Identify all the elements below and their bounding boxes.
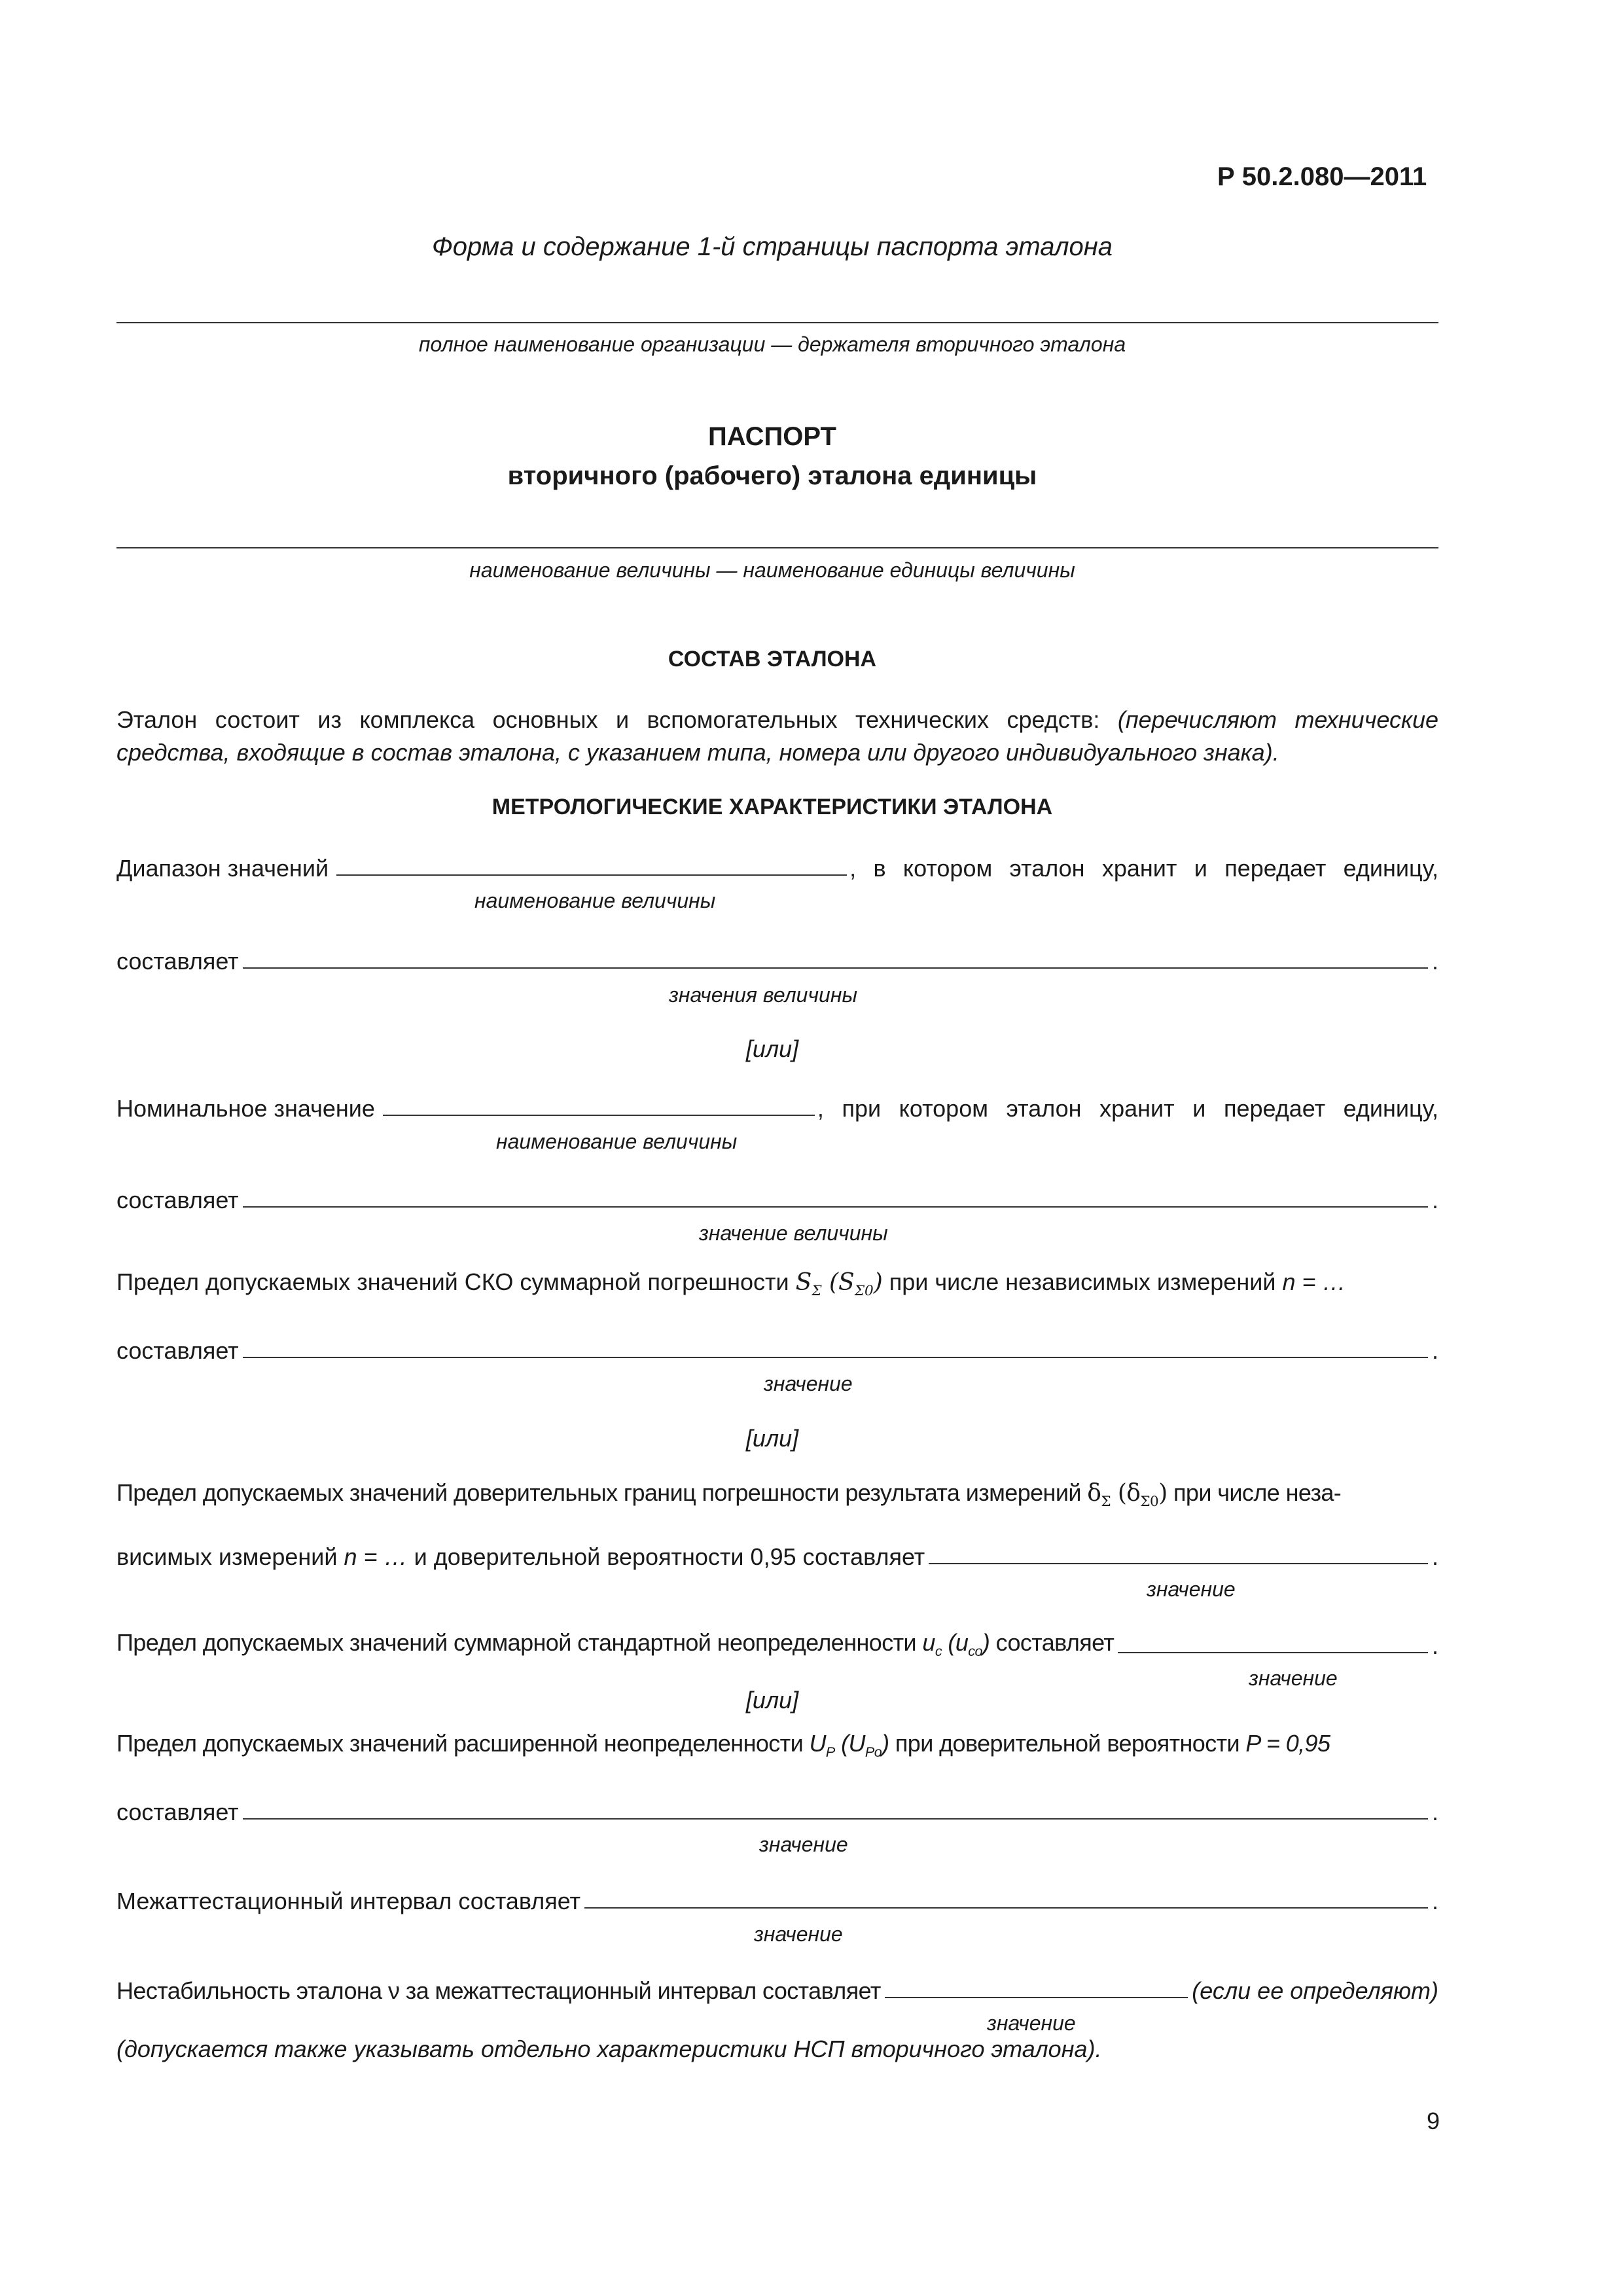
nominal-label: Номинальное значение <box>116 1095 375 1122</box>
exp-text: Предел допускаемых значений расширенной неопределенности $U_P$ $(U_{Po})$ при доверительной вероятности P = 0,95 <box>116 1729 1330 1760</box>
range-amount-blank <box>243 967 1428 969</box>
exp-amount-label: составляет <box>116 1799 239 1825</box>
interval-label: Межаттестационный интервал составляет <box>116 1888 581 1914</box>
quantity-caption: наименование величины — наименование единицы величины <box>469 558 1075 582</box>
document-code: Р 50.2.080—2011 <box>1217 162 1427 191</box>
nominal-amount-blank <box>243 1206 1428 1208</box>
conf-text: Предел допускаемых значений доверительных границ погрешности результата измерений $\delta_\Sigma$ $(\delta_{\Sigma 0})$ при числе неза- <box>116 1479 1342 1510</box>
or-separator-1: [или] <box>745 1035 799 1062</box>
std-value-caption: значение <box>1249 1666 1338 1690</box>
instab-row <box>116 1972 1438 2005</box>
instab-label: Нестабильность эталона ν за межаттестационный интервал составляет <box>116 1977 881 2004</box>
nominal-row <box>116 1090 1438 1122</box>
note-text: (допускается также указывать отдельно характеристики НСП вторичного эталона). <box>116 2036 1102 2062</box>
std-symbol: $u_c$ $(u_{co})$ <box>922 1628 990 1659</box>
std-row: Предел допускаемых значений суммарной стандартной неопределенности $u_c$ $(u_{co})$ составляет . <box>116 1628 1438 1659</box>
org-name-line <box>116 322 1438 323</box>
composition-text: Эталон состоит из комплекса основных и вспомогательных технических средств: <box>116 706 1118 733</box>
exp-row <box>116 1728 1438 1761</box>
range-row <box>116 850 1438 882</box>
conf-row-2: висимых измерений n = … и доверительной вероятности 0,95 составляет . <box>116 1543 1438 1570</box>
instab-value-caption: значение <box>987 2011 1076 2035</box>
composition-paragraph <box>116 704 1438 769</box>
range-amount-label: составляет <box>116 948 239 975</box>
instab-blank <box>885 1996 1188 1998</box>
or-separator-3: [или] <box>745 1687 799 1713</box>
range-label: Диапазон значений <box>116 855 329 882</box>
nominal-caption: наименование величины <box>496 1130 738 1153</box>
sko-row <box>116 1266 1438 1299</box>
interval-value-caption: значение <box>754 1922 843 1946</box>
sko-amount-blank <box>243 1356 1428 1358</box>
exp-value-caption: значение <box>759 1833 848 1856</box>
sko-text: Предел допускаемых значений СКО суммарной погрешности $S_\Sigma$ $(S_{\Sigma 0})$ при числе независимых измерений n = … <box>116 1268 1346 1299</box>
nominal-amount-label: составляет <box>116 1187 239 1213</box>
range-blank <box>336 874 847 876</box>
interval-row: Межаттестационный интервал составляет . <box>116 1888 1438 1914</box>
p-eq: P = 0,95 <box>1245 1729 1330 1757</box>
interval-blank <box>584 1907 1428 1909</box>
range-caption: наименование величины <box>474 889 716 912</box>
conf-symbol: $\delta_\Sigma$ $(\delta_{\Sigma 0})$ <box>1087 1479 1168 1510</box>
sko-amount-label: составляет <box>116 1337 239 1364</box>
composition-italic: (перечисляют технические средства, входящие в состав эталона, с указанием типа, номера или другого индивидуального знака). <box>116 706 1438 766</box>
passport-title: ПАСПОРТ <box>708 422 836 451</box>
range-values-caption: значения величины <box>669 983 857 1007</box>
conf-row <box>116 1477 1438 1510</box>
sko-symbol: $S_\Sigma$ $(S_{\Sigma 0})$ <box>795 1268 883 1299</box>
nominal-amount-row: составляет . <box>116 1187 1438 1213</box>
conf-blank <box>929 1562 1428 1564</box>
instab-tail: (если ее определяют) <box>1192 1977 1438 2004</box>
exp-symbol: $U_P$ $(U_{Po})$ <box>809 1729 889 1760</box>
sko-amount-row: составляет . <box>116 1337 1438 1364</box>
conf-text-2: висимых измерений n = … и доверительной вероятности 0,95 составляет <box>116 1543 925 1570</box>
exp-amount-blank <box>243 1818 1428 1820</box>
org-caption: полное наименование организации — держателя вторичного эталона <box>418 332 1126 356</box>
exp-amount-row: составляет . <box>116 1799 1438 1825</box>
std-text: Предел допускаемых значений суммарной стандартной неопределенности $u_c$ $(u_{co})$ составляет <box>116 1628 1115 1659</box>
page-number: 9 <box>1427 2108 1440 2134</box>
range-amount-row: составляет . <box>116 948 1438 975</box>
conf-value-caption: значение <box>1147 1577 1236 1601</box>
range-tail: , в котором эталон хранит и передает единицу, <box>849 855 1438 882</box>
nominal-value-caption: значение величины <box>699 1221 888 1245</box>
std-blank <box>1118 1651 1428 1653</box>
quantity-line <box>116 547 1438 548</box>
form-subtitle: Форма и содержание 1-й страницы паспорта эталона <box>431 232 1113 261</box>
metrology-heading: МЕТРОЛОГИЧЕСКИЕ ХАРАКТЕРИСТИКИ ЭТАЛОНА <box>491 795 1053 819</box>
composition-heading: СОСТАВ ЭТАЛОНА <box>668 647 877 672</box>
nominal-tail: , при котором эталон хранит и передает единицу, <box>817 1095 1438 1122</box>
passport-subtitle: вторичного (рабочего) эталона единицы <box>507 461 1037 490</box>
sko-value-caption: значение <box>764 1372 853 1395</box>
nominal-blank <box>383 1115 815 1116</box>
n-eq: n = … <box>1282 1268 1346 1295</box>
or-separator-2: [или] <box>745 1425 799 1452</box>
